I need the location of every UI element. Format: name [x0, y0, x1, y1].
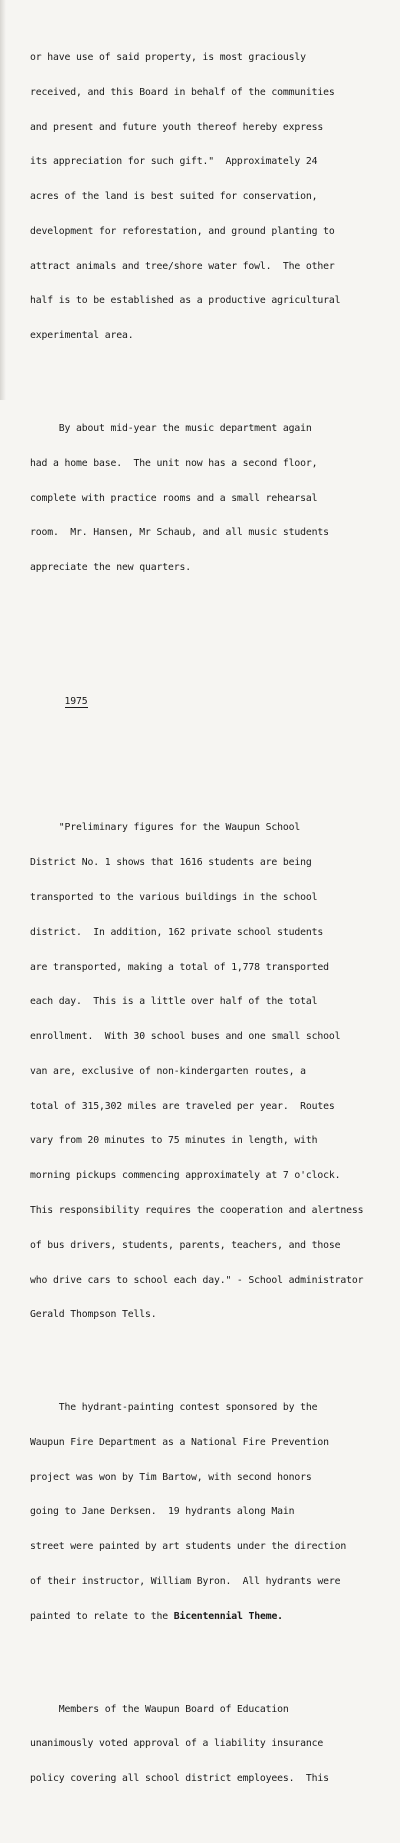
text-line: Waupun Fire Department as a National Fire Prevention [30, 1436, 329, 1448]
text-line: By about mid-year the music department again [30, 422, 312, 434]
text-line: of bus drivers, students, parents, teachers, and those [30, 1239, 341, 1251]
text-line: unanimously voted approval of a liability insurance [30, 1738, 324, 1750]
text-line: enrollment. With 30 school buses and one small school [30, 1031, 341, 1043]
text-line: room. Mr. Hansen, Mr Schaub, and all music students [30, 527, 329, 539]
text-line: project was won by Tim Bartow, with second honors [30, 1471, 312, 1483]
text-line: policy covering all school district employees. This [30, 1773, 329, 1785]
year-heading-row [30, 684, 400, 719]
school-board-paragraph [30, 1680, 400, 1808]
bicentennial-theme-emphasis: Bicentennial Theme. [173, 1610, 283, 1622]
text-line: or have use of said property, is most graciously [30, 51, 306, 63]
text-line: This responsibility requires the cooperation and alertness [30, 1204, 364, 1216]
text-line: The hydrant-painting contest sponsored by the [30, 1402, 318, 1414]
text-line: received, and this Board in behalf of the communities [30, 86, 335, 98]
text-line: total of 315,302 miles are traveled per year. Routes [30, 1100, 335, 1112]
text-line: district. In addition, 162 private school students [30, 926, 324, 938]
text-line-with-emphasis [30, 1611, 400, 1623]
hydrant-contest-paragraph [30, 1379, 400, 1646]
year-heading: 1975 [64, 696, 88, 708]
text-line: experimental area. [30, 330, 134, 342]
text-line: complete with practice rooms and a small rehearsal [30, 492, 318, 504]
text-line: transported to the various buildings in the school [30, 891, 318, 903]
text-line: and present and future youth thereof hereby express [30, 121, 324, 133]
text-line: attract animals and tree/shore water fowl. The other [30, 260, 335, 272]
text-line: van are, exclusive of non-kindergarten routes, a [30, 1065, 306, 1077]
land-gift-paragraph [30, 29, 400, 365]
text-line: of their instructor, William Byron. All hydrants were [30, 1575, 341, 1587]
text-fragment: painted to relate to the [30, 1610, 174, 1622]
enrollment-paragraph [30, 799, 400, 1344]
text-line: going to Jane Derksen. 19 hydrants along Main [30, 1506, 295, 1518]
page-edge-shadow [0, 0, 6, 400]
text-line: street were painted by art students under the direction [30, 1541, 347, 1553]
text-line: Gerald Thompson Tells. [30, 1309, 157, 1321]
text-line: had a home base. The unit now has a second floor, [30, 457, 318, 469]
document-body [30, 0, 400, 1843]
text-line: development for reforestation, and ground planting to [30, 225, 335, 237]
text-line: morning pickups commencing approximately at 7 o'clock. [30, 1170, 341, 1182]
text-line: District No. 1 shows that 1616 students are being [30, 857, 312, 869]
text-line: Members of the Waupun Board of Education [30, 1703, 289, 1715]
text-line: its appreciation for such gift." Approximately 24 [30, 156, 318, 168]
text-line: appreciate the new quarters. [30, 562, 191, 574]
text-line: vary from 20 minutes to 75 minutes in length, with [30, 1135, 318, 1147]
text-line: acres of the land is best suited for conservation, [30, 191, 318, 203]
text-line: "Preliminary figures for the Waupun School [30, 822, 301, 834]
text-line: each day. This is a little over half of the total [30, 996, 318, 1008]
music-department-paragraph [30, 400, 400, 597]
text-line: half is to be established as a productive agricultural [30, 295, 341, 307]
text-line: are transported, making a total of 1,778 transported [30, 961, 329, 973]
text-line: who drive cars to school each day." - School administrator [30, 1274, 364, 1286]
